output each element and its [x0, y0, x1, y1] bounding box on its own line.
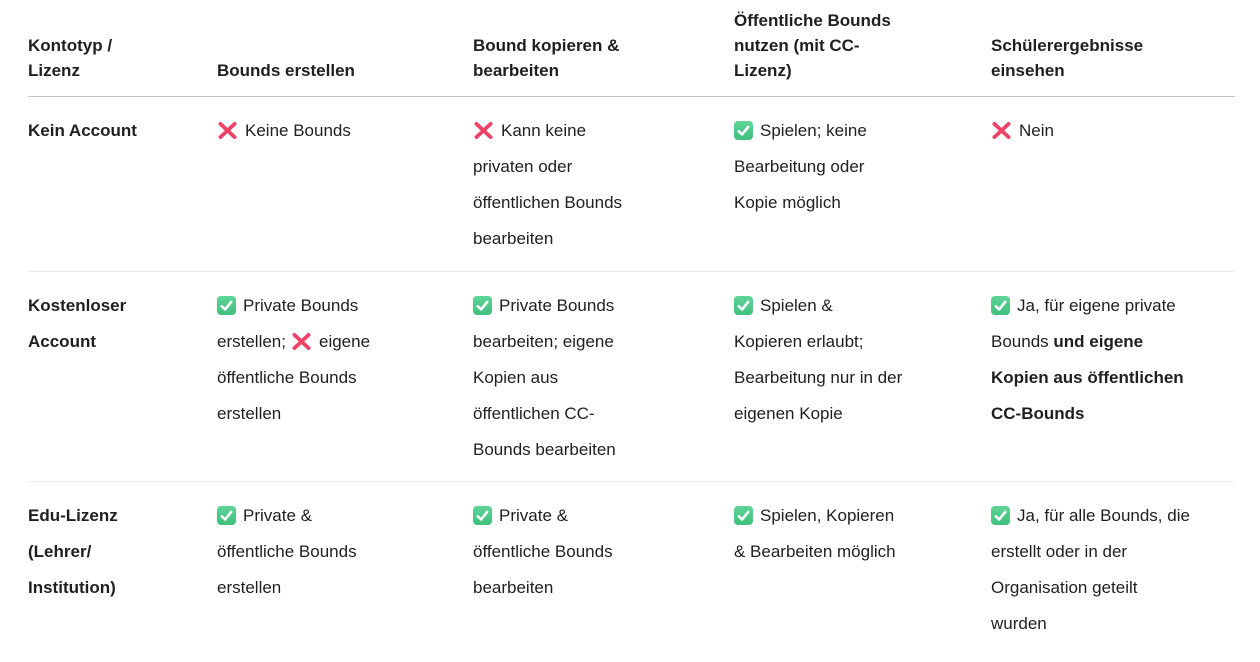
cell-text: Bearbeitung oder	[734, 157, 865, 176]
cell-text: Keine Bounds	[245, 121, 351, 140]
table-cell	[991, 97, 1235, 272]
cell-text: Bounds bearbeiten	[473, 440, 616, 459]
cell-text: Private Bounds	[243, 296, 359, 315]
cell-text: erstellt oder in der	[991, 542, 1128, 561]
cell-text: bearbeiten	[473, 578, 554, 597]
cell-text: öffentlichen CC-	[473, 404, 595, 423]
column-header-4: Öffentliche Bounds nutzen (mit CC- Lizenz)	[734, 2, 991, 97]
cell-text: Bounds	[991, 332, 1054, 351]
cell-text: eigene	[318, 332, 371, 351]
cell-text: Private Bounds	[499, 296, 615, 315]
cell-text: wurden	[991, 614, 1047, 633]
check-icon	[991, 506, 1010, 525]
table-cell	[473, 97, 734, 272]
cell-text: Kopieren erlaubt;	[734, 332, 864, 351]
cell-text: Spielen, Kopieren	[760, 506, 895, 525]
column-header-3: Bound kopieren & bearbeiten	[473, 2, 734, 97]
table-cell	[991, 482, 1235, 662]
cell-text: bearbeiten	[473, 229, 554, 248]
check-icon	[217, 296, 236, 315]
row-label: Kostenloser Account	[28, 272, 217, 482]
cell-text: erstellen;	[217, 332, 286, 351]
cell-text: Organisation geteilt	[991, 578, 1138, 597]
cell-text: und eigene	[1053, 332, 1144, 351]
cross-icon	[473, 121, 494, 140]
cross-icon	[291, 332, 312, 351]
table-cell	[473, 482, 734, 662]
table-cell	[991, 272, 1235, 482]
cell-text: Spielen &	[760, 296, 833, 315]
cell-text: öffentlichen Bounds	[473, 193, 623, 212]
cell-text: privaten oder	[473, 157, 573, 176]
check-icon	[734, 506, 753, 525]
cell-text: Ja, für alle Bounds, die	[1017, 506, 1190, 525]
check-icon	[473, 506, 492, 525]
table-row-1	[28, 97, 1235, 272]
cross-icon	[991, 121, 1012, 140]
table-cell	[217, 97, 473, 272]
cell-text: Kopien aus	[473, 368, 559, 387]
cell-text: Nein	[1019, 121, 1054, 140]
cell-text: bearbeiten; eigene	[473, 332, 614, 351]
cell-text: Private &	[499, 506, 568, 525]
row-label: Kein Account	[28, 121, 137, 140]
column-header-5: Schülerergebnisse einsehen	[991, 2, 1235, 97]
table-row-3	[28, 482, 1235, 662]
cell-text: Ja, für eigene private	[1017, 296, 1176, 315]
check-icon	[217, 506, 236, 525]
cell-text: & Bearbeiten möglich	[734, 542, 896, 561]
account-license-comparison-table	[28, 2, 1235, 662]
cell-text: Bearbeitung nur in der	[734, 368, 903, 387]
table-cell	[734, 482, 991, 662]
column-header-2: Bounds erstellen	[217, 2, 473, 97]
cell-text: erstellen	[217, 404, 282, 423]
cell-text: öffentliche Bounds	[217, 368, 357, 387]
cell-text: öffentliche Bounds	[473, 542, 613, 561]
check-icon	[734, 296, 753, 315]
cell-text: Kopie möglich	[734, 193, 841, 212]
table-cell	[734, 97, 991, 272]
header-row	[28, 2, 1235, 97]
cross-icon	[217, 121, 238, 140]
cell-text: Private &	[243, 506, 312, 525]
cell-text: Kopien aus öffentlichen	[991, 368, 1184, 387]
row-label: Edu-Lizenz (Lehrer/ Institution)	[28, 482, 217, 662]
cell-text: öffentliche Bounds	[217, 542, 357, 561]
table-cell	[734, 272, 991, 482]
table-body	[28, 97, 1235, 662]
cell-text: eigenen Kopie	[734, 404, 843, 423]
table-cell	[217, 482, 473, 662]
column-header-1: Kontotyp / Lizenz	[28, 2, 217, 97]
cell-text: Kann keine	[501, 121, 587, 140]
cell-text: Spielen; keine	[760, 121, 867, 140]
check-icon	[734, 121, 753, 140]
check-icon	[991, 296, 1010, 315]
table-cell	[217, 272, 473, 482]
cell-text: CC-Bounds	[991, 404, 1085, 423]
table-cell	[473, 272, 734, 482]
table-header	[28, 2, 1235, 97]
check-icon	[473, 296, 492, 315]
table-row-2	[28, 272, 1235, 482]
cell-text: erstellen	[217, 578, 282, 597]
